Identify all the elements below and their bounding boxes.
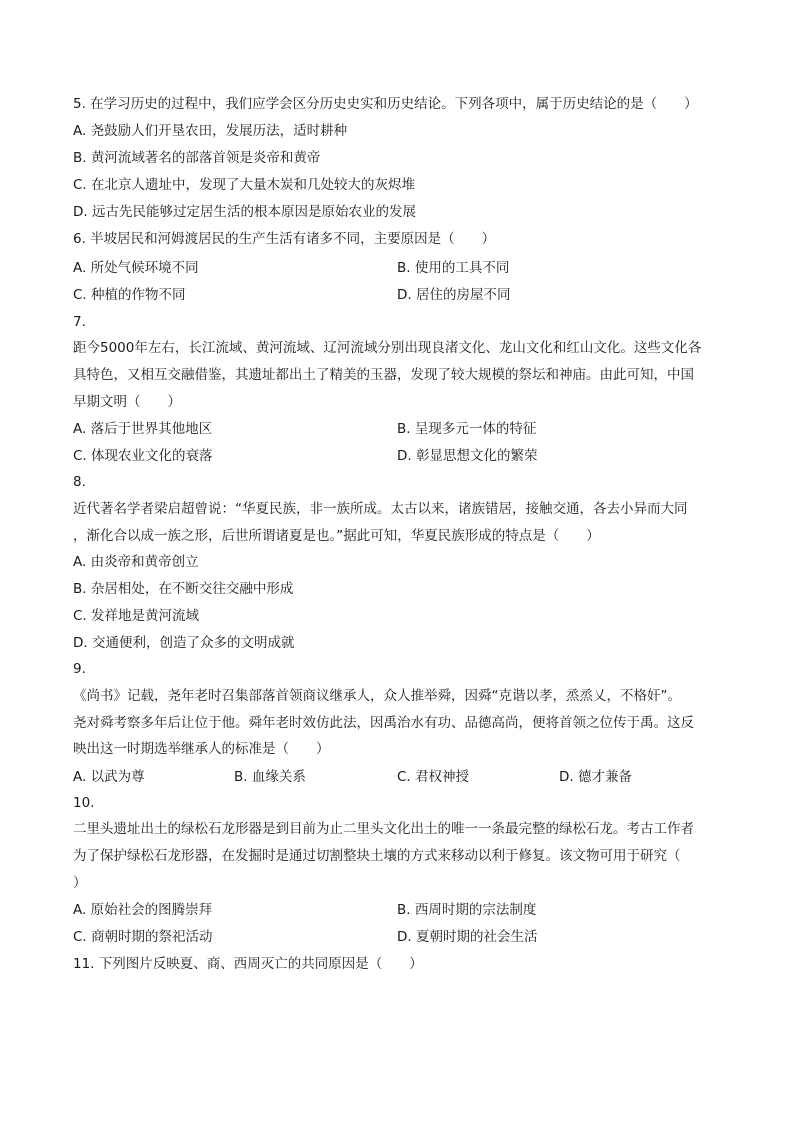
q7-option-d: D. 彰显思想文化的繁荣 [397,448,538,464]
q8-number: 8. [73,474,86,490]
q8-stem-line-1: 近代著名学者梁启超曾说：“华夏民族，非一族所成。太古以来，诸族错居，接触交通，各去小异而大同 [73,501,688,517]
q9-option-b: B. 血缘关系 [234,769,306,785]
q7-number: 7. [73,314,86,330]
q5-option-b: B. 黄河流域著名的部落首领是炎帝和黄帝 [73,150,321,166]
q10-stem-line-1: 二里头遗址出土的绿松石龙形器是到目前为止二里头文化出土的唯一一条最完整的绿松石龙。考古工作者 [73,821,694,837]
q9-option-c: C. 君权神授 [397,769,470,785]
q10-option-b: B. 西周时期的宗法制度 [397,902,537,918]
q8-option-d: D. 交通便利，创造了众多的文明成就 [73,635,295,651]
q9-option-a: A. 以武为尊 [73,769,145,785]
q5-option-c: C. 在北京人遗址中，发现了大量木炭和几处较大的灰烬堆 [73,177,416,193]
q9-stem-line-2: 尧对舜考察多年后让位于他。舜年老时效仿此法，因禹治水有功、品德高尚，便将首领之位传于禹。这反 [73,715,694,731]
q7-stem-line-2: 具特色，又相互交融借鉴，其遗址都出土了精美的玉器，发现了较大规模的祭坛和神庙。由此可知，中国 [73,367,694,383]
q10-stem-line-3: ） [73,875,87,891]
q8-option-c: C. 发祥地是黄河流域 [73,608,200,624]
q7-option-b: B. 呈现多元一体的特征 [397,421,537,437]
q10-stem-line-2: 为了保护绿松石龙形器，在发掘时是通过切割整块土壤的方式来移动以利于修复。该文物可用于研究（ [73,848,681,864]
q8-stem-line-2: ，渐化合以成一族之形，后世所谓诸夏是也。”据此可知，华夏民族形成的特点是（ ） [73,528,600,544]
q6-option-d: D. 居住的房屋不同 [397,287,511,303]
q7-stem-line-1: 距今5000年左右，长江流域、黄河流域、辽河流域分别出现良渚文化、龙山文化和红山文化。这些文化各 [73,340,702,356]
q8-option-b: B. 杂居相处，在不断交往交融中形成 [73,581,294,597]
q7-option-c: C. 体现农业文化的衰落 [73,448,213,464]
q6-option-a: A. 所处气候环境不同 [73,260,199,276]
q9-stem-line-3: 映出这一时期选举继承人的标准是（ ） [73,741,330,757]
q10-option-c: C. 商朝时期的祭祀活动 [73,929,213,945]
q10-number: 10. [73,795,95,811]
q8-option-a: A. 由炎帝和黄帝创立 [73,554,199,570]
q6-option-b: B. 使用的工具不同 [397,260,510,276]
q6-stem: 6. 半坡居民和河姆渡居民的生产生活有诸多不同，主要原因是（ ） [73,231,496,247]
q9-number: 9. [73,661,86,677]
q5-option-d: D. 远古先民能够过定居生活的根本原因是原始农业的发展 [73,204,416,220]
q7-stem-line-3: 早期文明（ ） [73,394,181,410]
q5-stem: 5. 在学习历史的过程中，我们应学会区分历史史实和历史结论。下列各项中，属于历史结论的是（ ） [73,96,698,112]
q9-stem-line-1: 《尚书》记载，尧年老时召集部落首领商议继承人，众人推举舜，因舜“克谐以孝，烝烝乂，不格奸”。 [73,688,681,704]
q6-option-c: C. 种植的作物不同 [73,287,186,303]
q10-option-d: D. 夏朝时期的社会生活 [397,929,538,945]
q10-option-a: A. 原始社会的图腾崇拜 [73,902,213,918]
q11-stem: 11. 下列图片反映夏、商、西周灭亡的共同原因是（ ） [73,956,423,972]
q9-option-d: D. 德才兼备 [559,769,632,785]
q7-option-a: A. 落后于世界其他地区 [73,421,213,437]
q5-option-a: A. 尧鼓励人们开垦农田，发展历法，适时耕种 [73,123,348,139]
